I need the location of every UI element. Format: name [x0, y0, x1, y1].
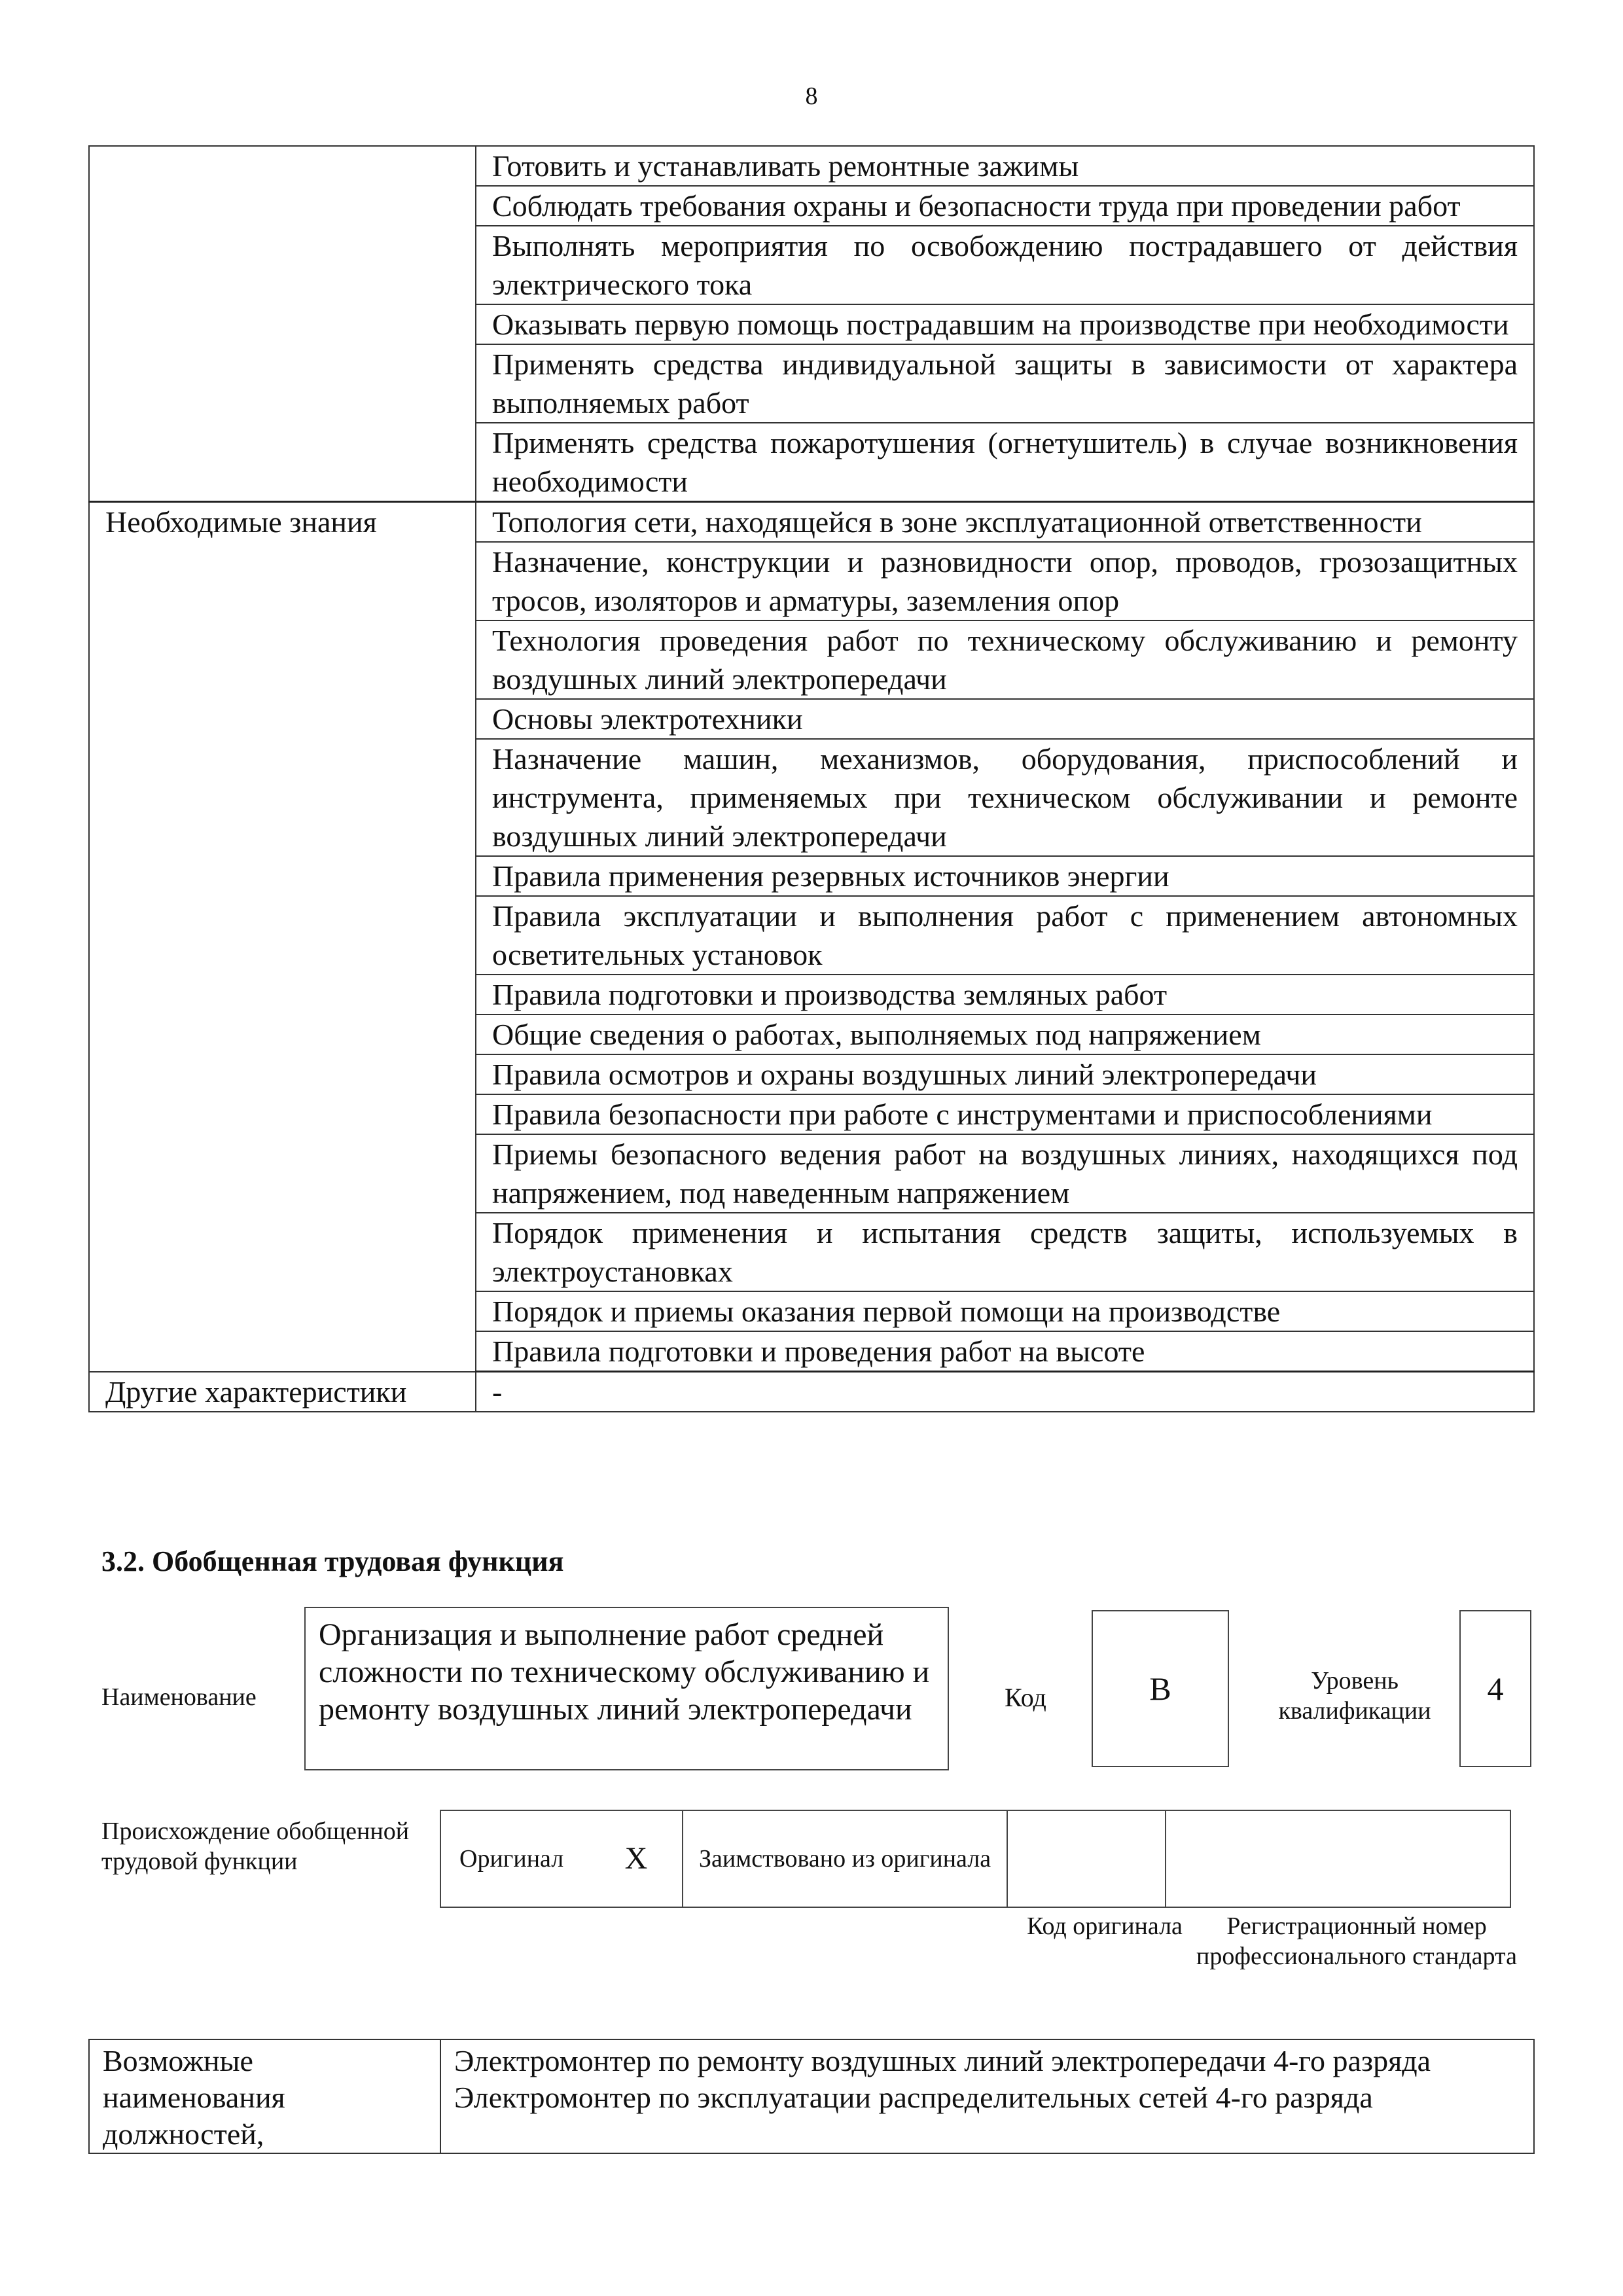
job-title: Электромонтер по эксплуатации распределительных сетей 4-го разряда — [454, 2081, 1373, 2114]
other-characteristics-label: Другие характеристики — [89, 1372, 476, 1412]
code-label: Код — [1005, 1683, 1046, 1712]
knowledge-item: Порядок применения и испытания средств защиты, используемых в электроустановках — [476, 1213, 1534, 1291]
knowledge-item: Общие сведения о работах, выполняемых под напряжением — [476, 1014, 1534, 1054]
table-row — [440, 1810, 1510, 1907]
table-row — [89, 502, 1534, 543]
knowledge-item: Правила подготовки и производства земляных работ — [476, 975, 1534, 1014]
requirements-table — [88, 145, 1535, 1412]
skills-label-cell — [89, 146, 476, 502]
knowledge-item: Технология проведения работ по техническому обслуживанию и ремонту воздушных линий электропередачи — [476, 620, 1534, 699]
registration-number-cell — [1166, 1810, 1510, 1907]
skill-item: Применять средства индивидуальной защиты в зависимости от характера выполняемых работ — [476, 344, 1534, 423]
qualification-level-box: 4 — [1459, 1610, 1531, 1767]
knowledge-item: Назначение машин, механизмов, оборудования, приспособлений и инструмента, применяемых при техническом обслуживании и ремонте воздушных линий электропередачи — [476, 739, 1534, 856]
qualification-level-label: Уровень квалификации — [1278, 1667, 1431, 1725]
page-number: 8 — [805, 82, 818, 110]
knowledge-item: Топология сети, находящейся в зоне эксплуатационной ответственности — [476, 502, 1534, 543]
job-titles-cell — [440, 2039, 1534, 2153]
skill-item: Соблюдать требования охраны и безопасности труда при проведении работ — [476, 186, 1534, 226]
other-characteristics-value: - — [476, 1372, 1534, 1412]
table-row — [89, 1372, 1534, 1412]
knowledge-item: Правила применения резервных источников энергии — [476, 856, 1534, 896]
registration-number-caption: Регистрационный номер профессионального стандарта — [1196, 1912, 1517, 1970]
knowledge-item: Правила эксплуатации и выполнения работ с применением автономных осветительных установок — [476, 896, 1534, 975]
skill-item: Выполнять мероприятия по освобождению пострадавшего от действия электрического тока — [476, 226, 1534, 304]
borrowed-label: Заимствовано из оригинала — [683, 1810, 1007, 1907]
original-code-cell — [1007, 1810, 1166, 1907]
origin-table — [440, 1810, 1511, 1908]
skill-item: Оказывать первую помощь пострадавшим на производстве при необходимости — [476, 304, 1534, 344]
table-row — [89, 2039, 1534, 2153]
knowledge-label: Необходимые знания — [89, 502, 476, 1372]
job-title: Электромонтер по ремонту воздушных линий электропередачи 4-го разряда — [454, 2044, 1431, 2077]
knowledge-item: Приемы безопасного ведения работ на воздушных линиях, находящихся под напряжением, под наведенным напряжением — [476, 1134, 1534, 1213]
section-heading: 3.2. Обобщенная трудовая функция — [101, 1545, 564, 1577]
knowledge-item: Правила осмотров и охраны воздушных линий электропередачи — [476, 1054, 1534, 1094]
original-mark: X — [590, 1810, 683, 1907]
knowledge-item: Порядок и приемы оказания первой помощи на производстве — [476, 1291, 1534, 1331]
original-label: Оригинал — [440, 1810, 590, 1907]
skill-item: Применять средства пожаротушения (огнетушитель) в случае возникновения необходимости — [476, 423, 1534, 502]
code-value-box: B — [1092, 1610, 1229, 1767]
name-label: Наименование — [101, 1683, 257, 1711]
knowledge-item: Основы электротехники — [476, 699, 1534, 739]
origin-label: Происхождение обобщенной трудовой функции — [101, 1818, 410, 1875]
original-code-caption: Код оригинала — [1027, 1912, 1183, 1940]
table-row — [89, 146, 1534, 186]
knowledge-item: Назначение, конструкции и разновидности опор, проводов, грозозащитных тросов, изоляторов и арматуры, заземления опор — [476, 542, 1534, 620]
job-titles-label: Возможные наименования должностей, — [89, 2039, 440, 2153]
function-name-box: Организация и выполнение работ средней сложности по техническому обслуживанию и ремонту воздушных линий электропередачи — [304, 1607, 949, 1770]
knowledge-item: Правила подготовки и проведения работ на высоте — [476, 1331, 1534, 1372]
job-titles-table — [88, 2039, 1535, 2154]
skill-item: Готовить и устанавливать ремонтные зажимы — [476, 146, 1534, 186]
knowledge-item: Правила безопасности при работе с инструментами и приспособлениями — [476, 1094, 1534, 1134]
